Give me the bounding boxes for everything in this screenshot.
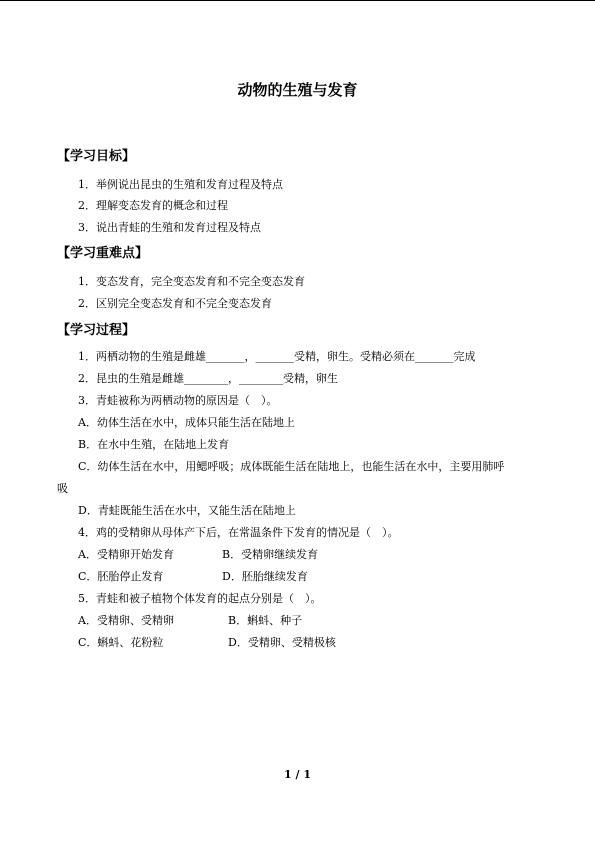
goal-item: 2．理解变态发育的概念和过程 (78, 199, 228, 212)
option-5a: A．受精卵、受精卵 (78, 614, 174, 627)
option-5b: B．蝌蚪、种子 (228, 614, 303, 627)
page-number: 1 / 1 (284, 768, 311, 781)
option-4c: C．胚胎停止发育 (78, 570, 164, 583)
key-point-item: 1．变态发育，完全变态发育和不完全变态发育 (78, 275, 305, 288)
question-4: 4．鸡的受精卵从母体产下后，在常温条件下发育的情况是（ ）。 (78, 526, 399, 539)
option-3a: A．幼体生活在水中，成体只能生活在陆地上 (78, 416, 295, 429)
option-4b: B．受精卵继续发育 (222, 548, 319, 561)
goal-item: 3．说出青蛙的生殖和发育过程及特点 (78, 221, 261, 234)
option-3d: D．青蛙既能生活在水中，又能生活在陆地上 (78, 504, 296, 517)
section-heading-key-points: 【学习重难点】 (57, 246, 149, 261)
top-rule (0, 0, 595, 1)
question-2: 2．昆虫的生殖是雌雄________，________受精，卵生 (78, 372, 338, 385)
question-5: 5．青蛙和被子植物个体发育的起点分别是（ ）。 (78, 592, 322, 605)
option-3c-wrap: 吸 (57, 482, 68, 495)
page-title: 动物的生殖与发育 (237, 81, 358, 99)
section-heading-process: 【学习过程】 (57, 323, 136, 338)
question-3: 3．青蛙被称为两栖动物的原因是（ ）。 (78, 394, 278, 407)
option-5d: D．受精卵、受精极核 (228, 636, 336, 649)
option-3c: C．幼体生活在水中，用鳃呼吸；成体既能生活在陆地上，也能生活在水中，主要用肺呼 (78, 460, 505, 473)
key-point-item: 2．区别完全变态发育和不完全变态发育 (78, 297, 272, 310)
question-1: 1．两栖动物的生殖是雌雄_______，_______受精，卵生。受精必须在_______完成 (78, 350, 476, 363)
option-4d: D．胚胎继续发育 (222, 570, 308, 583)
goal-item: 1．举例说出昆虫的生殖和发育过程及特点 (78, 178, 283, 191)
section-heading-goals: 【学习目标】 (57, 149, 136, 164)
option-3b: B．在水中生殖，在陆地上发育 (78, 438, 230, 451)
option-5c: C．蝌蚪、花粉粒 (78, 636, 164, 649)
option-4a: A．受精卵开始发育 (78, 548, 174, 561)
